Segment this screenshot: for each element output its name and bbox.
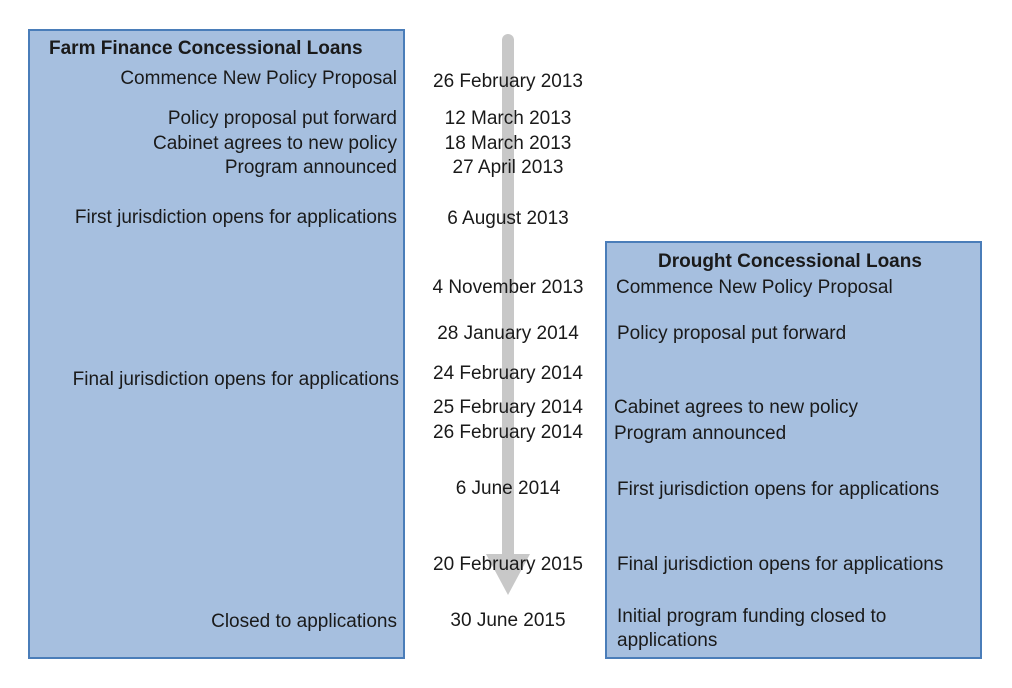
date-label: 30 June 2015 (450, 610, 566, 631)
date-label: 27 April 2013 (452, 157, 564, 178)
date-label: 20 February 2015 (433, 554, 583, 575)
date-label: 26 February 2013 (433, 71, 583, 92)
date-label: 12 March 2013 (444, 108, 572, 129)
date-label: 25 February 2014 (433, 397, 583, 418)
drought-event-final-jurisdiction: Final jurisdiction opens for applications (617, 554, 944, 575)
farm-event-cabinet: Cabinet agrees to new policy (153, 133, 397, 154)
drought-panel (605, 241, 982, 659)
date-label: 6 August 2013 (447, 208, 569, 229)
date-label: 6 June 2014 (455, 478, 561, 499)
drought-event-proposal: Policy proposal put forward (617, 323, 847, 344)
drought-event-first-jurisdiction: First jurisdiction opens for applications (617, 479, 940, 500)
farm-event-closed: Closed to applications (211, 611, 397, 632)
date-label: 26 February 2014 (433, 422, 583, 443)
drought-event-cabinet: Cabinet agrees to new policy (614, 397, 858, 418)
drought-event-commence: Commence New Policy Proposal (616, 277, 893, 298)
drought-event-announced: Program announced (614, 423, 787, 444)
farm-event-commence: Commence New Policy Proposal (120, 68, 397, 89)
drought-title: Drought Concessional Loans (658, 251, 922, 272)
farm-finance-title: Farm Finance Concessional Loans (49, 38, 363, 59)
farm-event-final-jurisdiction: Final jurisdiction opens for applications (72, 369, 399, 390)
drought-event-closed-line1: Initial program funding closed to (617, 606, 887, 627)
drought-event-closed-line2: applications (617, 630, 718, 651)
farm-event-first-jurisdiction: First jurisdiction opens for applications (74, 207, 397, 228)
farm-event-proposal: Policy proposal put forward (167, 108, 397, 129)
date-label: 4 November 2013 (432, 277, 584, 298)
date-label: 18 March 2013 (444, 133, 572, 154)
farm-event-announced: Program announced (224, 157, 397, 178)
date-label: 24 February 2014 (433, 363, 583, 384)
date-label: 28 January 2014 (437, 323, 579, 344)
